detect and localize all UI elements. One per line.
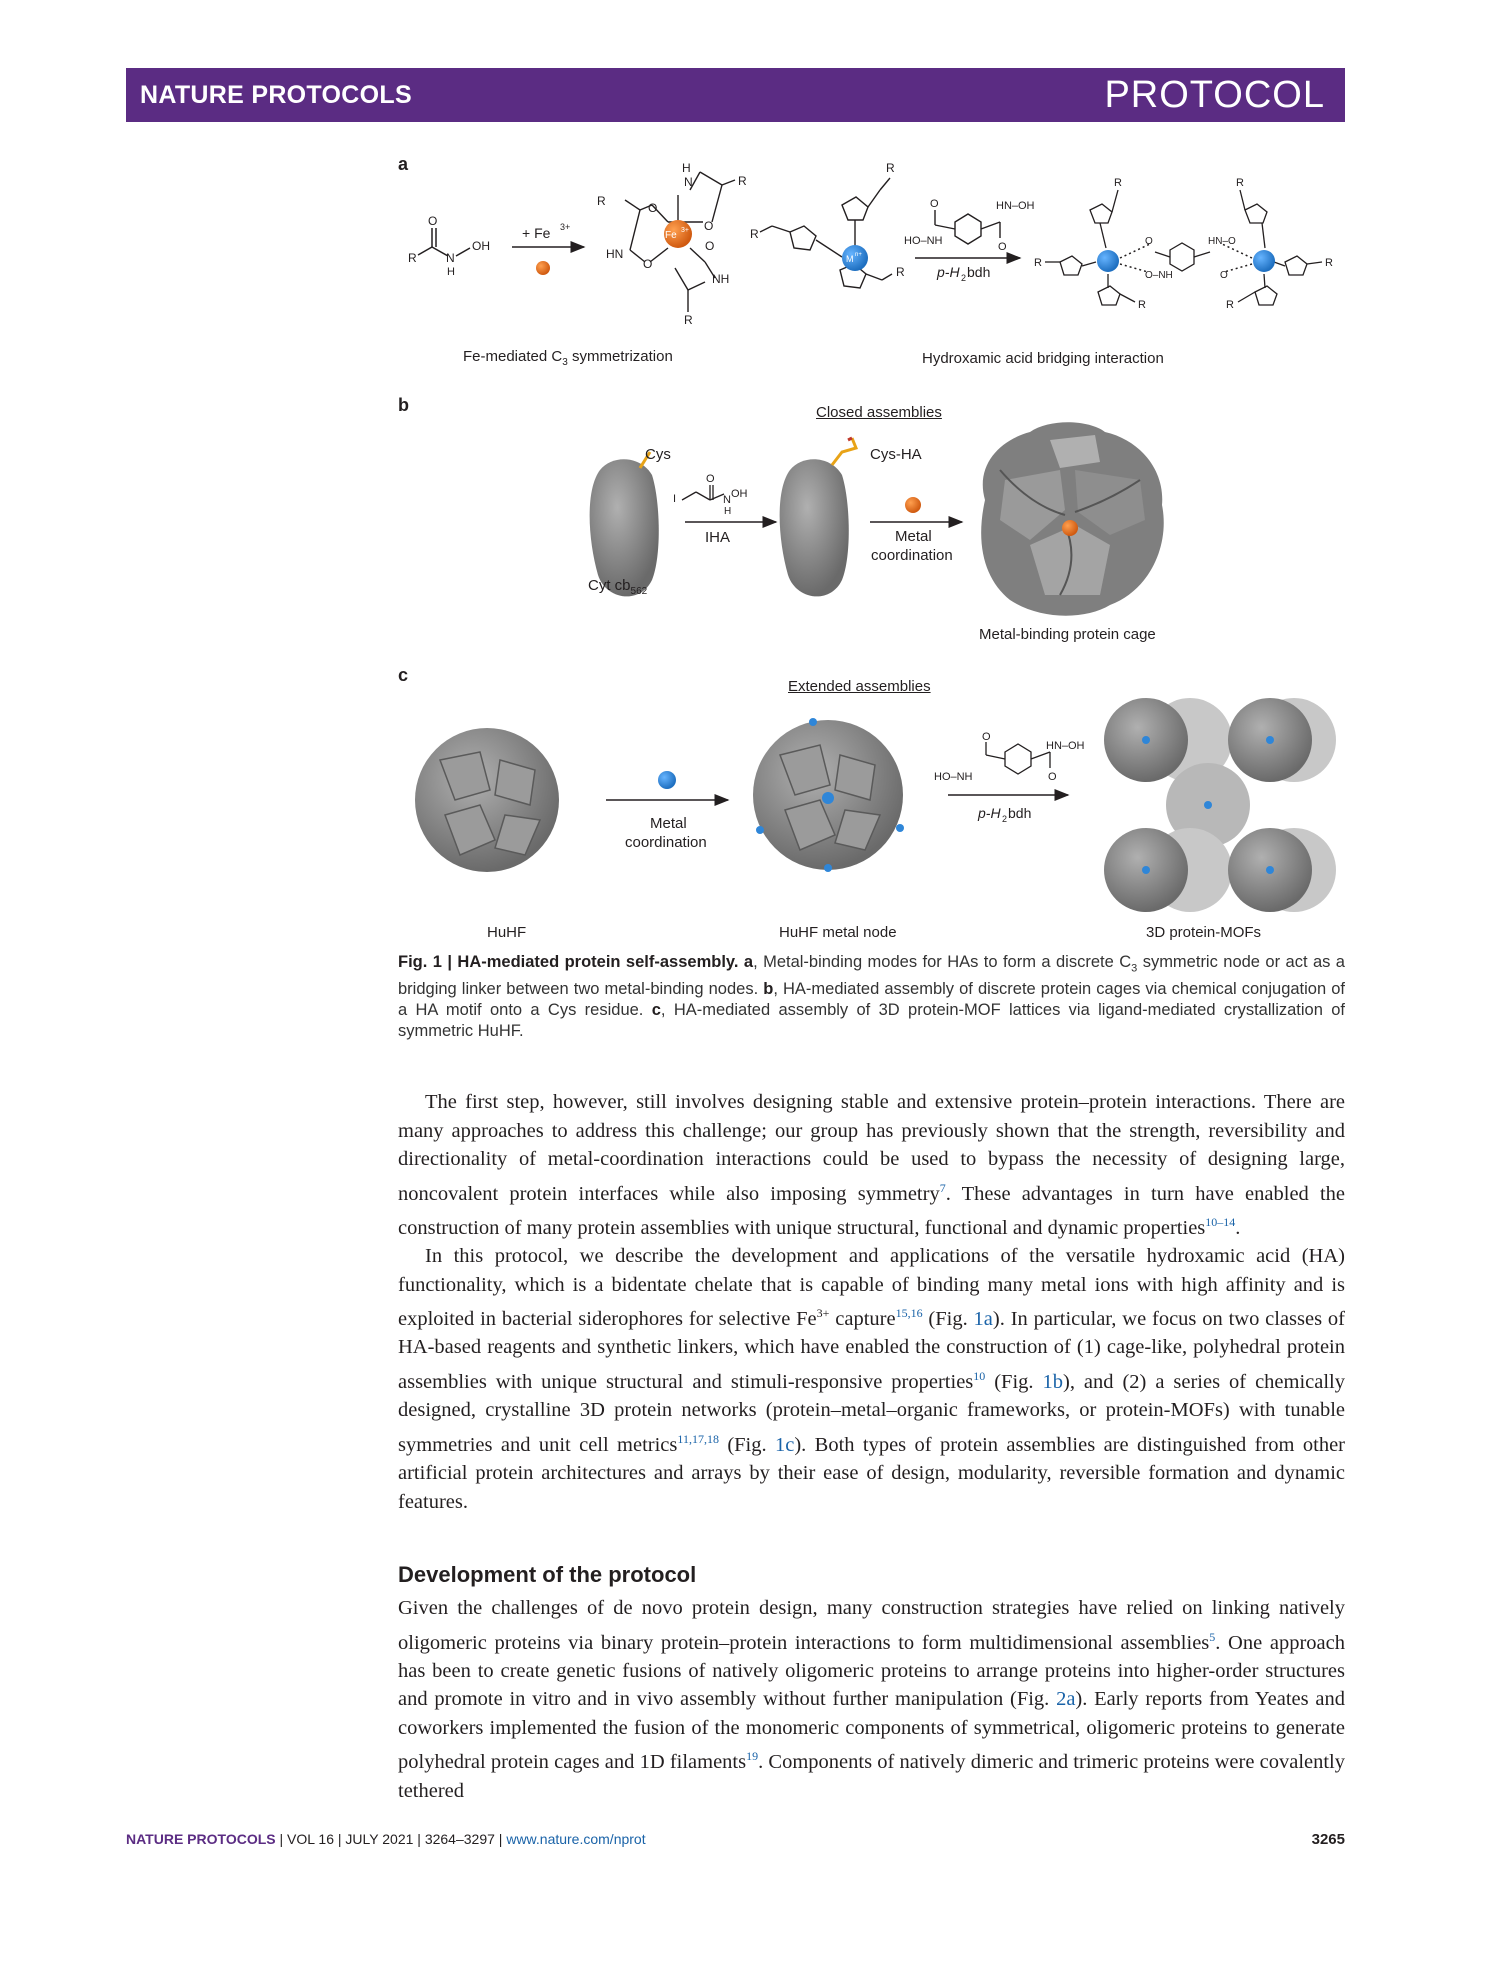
svg-text:HO–NH: HO–NH bbox=[934, 771, 973, 783]
panel-a-right-label: Hydroxamic acid bridging interaction bbox=[922, 350, 1164, 367]
metal-coordination-label-c-2: coordination bbox=[625, 834, 707, 851]
panel-letter-a: a bbox=[398, 154, 409, 174]
svg-text:N: N bbox=[446, 251, 455, 265]
svg-text:O: O bbox=[1220, 270, 1228, 281]
ref-link[interactable]: 10–14 bbox=[1205, 1214, 1236, 1229]
cys-ha-label: Cys-HA bbox=[870, 446, 922, 463]
metal-node-charge: n+ bbox=[855, 252, 862, 258]
svg-text:O: O bbox=[705, 239, 715, 253]
journal-name: NATURE PROTOCOLS bbox=[140, 81, 412, 109]
ref-link[interactable]: 5 bbox=[1209, 1629, 1216, 1644]
svg-text:OH: OH bbox=[472, 239, 490, 253]
panel-a-left-label: Fe-mediated $C_3$ symmetrization bbox=[463, 348, 673, 368]
footer-date: JULY 2021 bbox=[345, 1831, 414, 1847]
svg-text:O: O bbox=[704, 219, 714, 233]
fe-reagent-charge: 3+ bbox=[560, 222, 571, 232]
svg-text:R: R bbox=[738, 174, 747, 188]
body-text-top bbox=[398, 1088, 1345, 1516]
metal-center-left-icon bbox=[1097, 250, 1119, 272]
figure-link[interactable]: 1a bbox=[973, 1307, 993, 1330]
article-type: PROTOCOL bbox=[1104, 74, 1325, 116]
paragraph-3: Given the challenges of de novo protein design, many construction strategies have relied on linking natively oligomeric proteins via binary protein–protein interactions to form multidimensional assemblies$^5$. One approach has been to create genetic fusions of natively oligomeric proteins to arrange proteins into higher-order structures and promote in vitro and in vivo assembly without further manipulation (Fig. 2a). Early reports from Yeates and coworkers implemented the fusion of the monomeric components of symmetrical, oligomeric proteins to generate polyhedral protein cages and 1D filaments$^{19}$. Components of natively dimeric and trimeric proteins were covalently tethered bbox=[398, 1597, 1345, 1802]
svg-text:R: R bbox=[1138, 299, 1146, 311]
ref-link[interactable]: 15,16 bbox=[895, 1306, 923, 1321]
svg-text:R: R bbox=[1226, 299, 1234, 311]
metal-coordination-label-b-1: Metal bbox=[895, 528, 932, 545]
svg-text:R: R bbox=[1325, 257, 1333, 269]
ref-link[interactable]: 11,17,18 bbox=[677, 1431, 719, 1446]
panel-a-linker-sub: 2 bbox=[961, 273, 967, 283]
ref-link[interactable]: 7 bbox=[939, 1180, 946, 1195]
svg-text:HO–NH: HO–NH bbox=[904, 235, 943, 247]
huhf-metal-node-label: HuHF metal node bbox=[779, 924, 897, 941]
svg-text:N: N bbox=[723, 494, 731, 506]
panel-c-linker-label: p-H bbox=[978, 805, 1001, 821]
figure-link[interactable]: 2a bbox=[1056, 1688, 1076, 1711]
ref-link[interactable]: 10 bbox=[973, 1368, 986, 1383]
page-number: 3265 bbox=[1311, 1831, 1345, 1848]
cys-ha-protein-shape bbox=[780, 459, 849, 596]
svg-text:R: R bbox=[684, 313, 693, 327]
svg-text:O: O bbox=[982, 731, 991, 743]
hydroxamic-acid-structure bbox=[418, 228, 470, 256]
bdh-linker-structure bbox=[935, 210, 1000, 244]
panel-letter-b: b bbox=[398, 395, 409, 415]
figure-link[interactable]: 1b bbox=[1042, 1370, 1063, 1393]
footer-url-link[interactable]: www.nature.com/nprot bbox=[506, 1831, 646, 1847]
svg-text:HN–O: HN–O bbox=[1208, 236, 1236, 247]
iron-ion-icon bbox=[536, 261, 550, 275]
protein-cage-label: Metal-binding protein cage bbox=[979, 626, 1156, 643]
svg-text:R: R bbox=[886, 161, 895, 175]
huhf-metal-node-shape bbox=[753, 718, 904, 872]
svg-text:OH: OH bbox=[731, 488, 748, 500]
svg-text:H: H bbox=[447, 266, 455, 278]
metal-imidazole-node-structure bbox=[760, 178, 892, 288]
footer-pages: 3264–3297 bbox=[424, 1831, 495, 1847]
svg-text:HN: HN bbox=[606, 247, 624, 261]
metal-center-right-icon bbox=[1253, 250, 1275, 272]
svg-text:HN–OH: HN–OH bbox=[996, 200, 1035, 212]
ref-link[interactable]: 19 bbox=[746, 1749, 759, 1764]
huhf-label: HuHF bbox=[487, 924, 527, 941]
svg-text:O: O bbox=[998, 241, 1007, 253]
paragraph-1: The first step, however, still involves designing stable and extensive protein–protein interactions. There are many approaches to address this challenge; our group has previously shown that the strength, reversibility and directionality of metal-coordination interactions could be used to bypass the necessity of designing large, noncovalent protein interfaces while also imposing symmetry$^7$. These advantages in turn have enabled the construction of many protein assemblies with unique structural, functional and dynamic properties$^{10-14}$. bbox=[398, 1091, 1345, 1239]
metal-node-label: M bbox=[846, 254, 854, 264]
panel-a-linker-label: p-H bbox=[937, 264, 960, 280]
figure-1-graphic bbox=[0, 0, 1489, 960]
protein-mof-label: 3D protein-MOFs bbox=[1146, 924, 1262, 941]
footer-volume: VOL 16 bbox=[287, 1831, 334, 1847]
paragraph-2: In this protocol, we describe the development and applications of the versatile hydroxamic acid (HA) functionality, which is a bidentate chelate that is capable of binding many metal ions with high affinity and is exploited in bacterial siderophores for selective $Fe^{3+}$ capture$^{15,16}$ (Fig. 1a). In particular, we focus on two classes of HA-based reagents and synthetic linkers, which have enabled the construction of (1) cage-like, polyhedral protein assemblies with unique structural and stimuli-responsive properties$^{10}$ (Fig. 1b), and (2) a series of chemically designed, crystalline 3D protein networks (protein–metal–organic frameworks, or protein-MOFs) with tunable symmetries and unit cell metrics$^{11,17,18}$ (Fig. 1c). Both types of protein assemblies are distinguished from other artificial protein architectures and arrays by their ease of design, modularity, reversible formation and dynamic features. bbox=[398, 1245, 1345, 1513]
cyt-cb562-label: Cyt $cb_{562}$ bbox=[588, 577, 648, 597]
svg-text:R: R bbox=[750, 227, 759, 241]
svg-text:O: O bbox=[648, 201, 658, 215]
protein-mof-lattice-shape bbox=[1104, 698, 1336, 912]
svg-text:O: O bbox=[428, 214, 438, 228]
cys-label: Cys bbox=[645, 446, 671, 463]
panel-letter-c: c bbox=[398, 665, 409, 685]
figure-link[interactable]: 1c bbox=[774, 1433, 795, 1456]
svg-text:R: R bbox=[408, 251, 417, 265]
metal-coordination-label-c-1: Metal bbox=[650, 815, 687, 832]
metal-ion-icon-c bbox=[658, 771, 676, 789]
huhf-sphere-shape bbox=[415, 728, 559, 872]
bdh-linker-structure-c bbox=[986, 742, 1050, 774]
panel-a-linker-tail: bdh bbox=[967, 264, 991, 280]
body-text-bottom bbox=[398, 1594, 1345, 1805]
svg-text:I: I bbox=[673, 493, 677, 505]
closed-assemblies-heading: Closed assemblies bbox=[816, 404, 942, 421]
svg-text:O: O bbox=[1145, 236, 1153, 247]
svg-text:HN–OH: HN–OH bbox=[1046, 740, 1085, 752]
svg-text:R: R bbox=[1236, 177, 1244, 189]
svg-text:N: N bbox=[684, 175, 693, 189]
svg-text:O–NH: O–NH bbox=[1145, 270, 1173, 281]
metal-binding-protein-cage-shape bbox=[981, 422, 1164, 615]
figure-caption: Fig. 1 | HA-mediated protein self-assembly. a, Metal-binding modes for HAs to form a discrete $C_3$ symmetric node or act as a bridging linker between two metal-binding nodes. b, HA-mediated assembly of discrete protein cages via chemical conjugation of a HA motif onto a Cys residue. c, HA-mediated assembly of 3D protein-MOF lattices via ligand-mediated crystallization of symmetric HuHF. bbox=[398, 953, 1345, 1041]
cyt-cb562-protein-shape bbox=[590, 459, 659, 596]
svg-text:NH: NH bbox=[712, 272, 730, 286]
panel-c-linker-tail: bdh bbox=[1008, 805, 1032, 821]
fe-atom-charge: 3+ bbox=[681, 227, 689, 234]
metal-ion-icon-b bbox=[905, 497, 921, 513]
panel-c-linker-sub: 2 bbox=[1002, 814, 1008, 824]
svg-text:H: H bbox=[724, 506, 732, 517]
extended-assemblies-heading: Extended assemblies bbox=[788, 678, 931, 695]
svg-text:O: O bbox=[643, 257, 653, 271]
iha-reagent-structure bbox=[682, 485, 724, 500]
svg-text:R: R bbox=[1034, 257, 1042, 269]
metal-coordination-label-b-2: coordination bbox=[871, 547, 953, 564]
page-footer: NATURE PROTOCOLS | VOL 16 | JULY 2021 | 3264–3297 | www.nature.com/nprot bbox=[126, 1831, 646, 1847]
section-heading: Development of the protocol bbox=[398, 1562, 697, 1587]
svg-text:O: O bbox=[1048, 771, 1057, 783]
svg-text:O: O bbox=[930, 198, 939, 210]
svg-text:O: O bbox=[706, 473, 715, 485]
svg-text:H: H bbox=[682, 161, 691, 175]
svg-text:R: R bbox=[1114, 177, 1122, 189]
iha-label: IHA bbox=[705, 529, 731, 546]
svg-text:R: R bbox=[597, 194, 606, 208]
fe-reagent-label: + Fe bbox=[522, 225, 551, 241]
cage-metal-center-icon bbox=[1062, 520, 1078, 536]
footer-journal: NATURE PROTOCOLS bbox=[126, 1831, 276, 1847]
bridged-product-structure bbox=[1045, 190, 1322, 305]
svg-text:R: R bbox=[896, 265, 905, 279]
fe-atom-label: Fe bbox=[665, 230, 677, 241]
